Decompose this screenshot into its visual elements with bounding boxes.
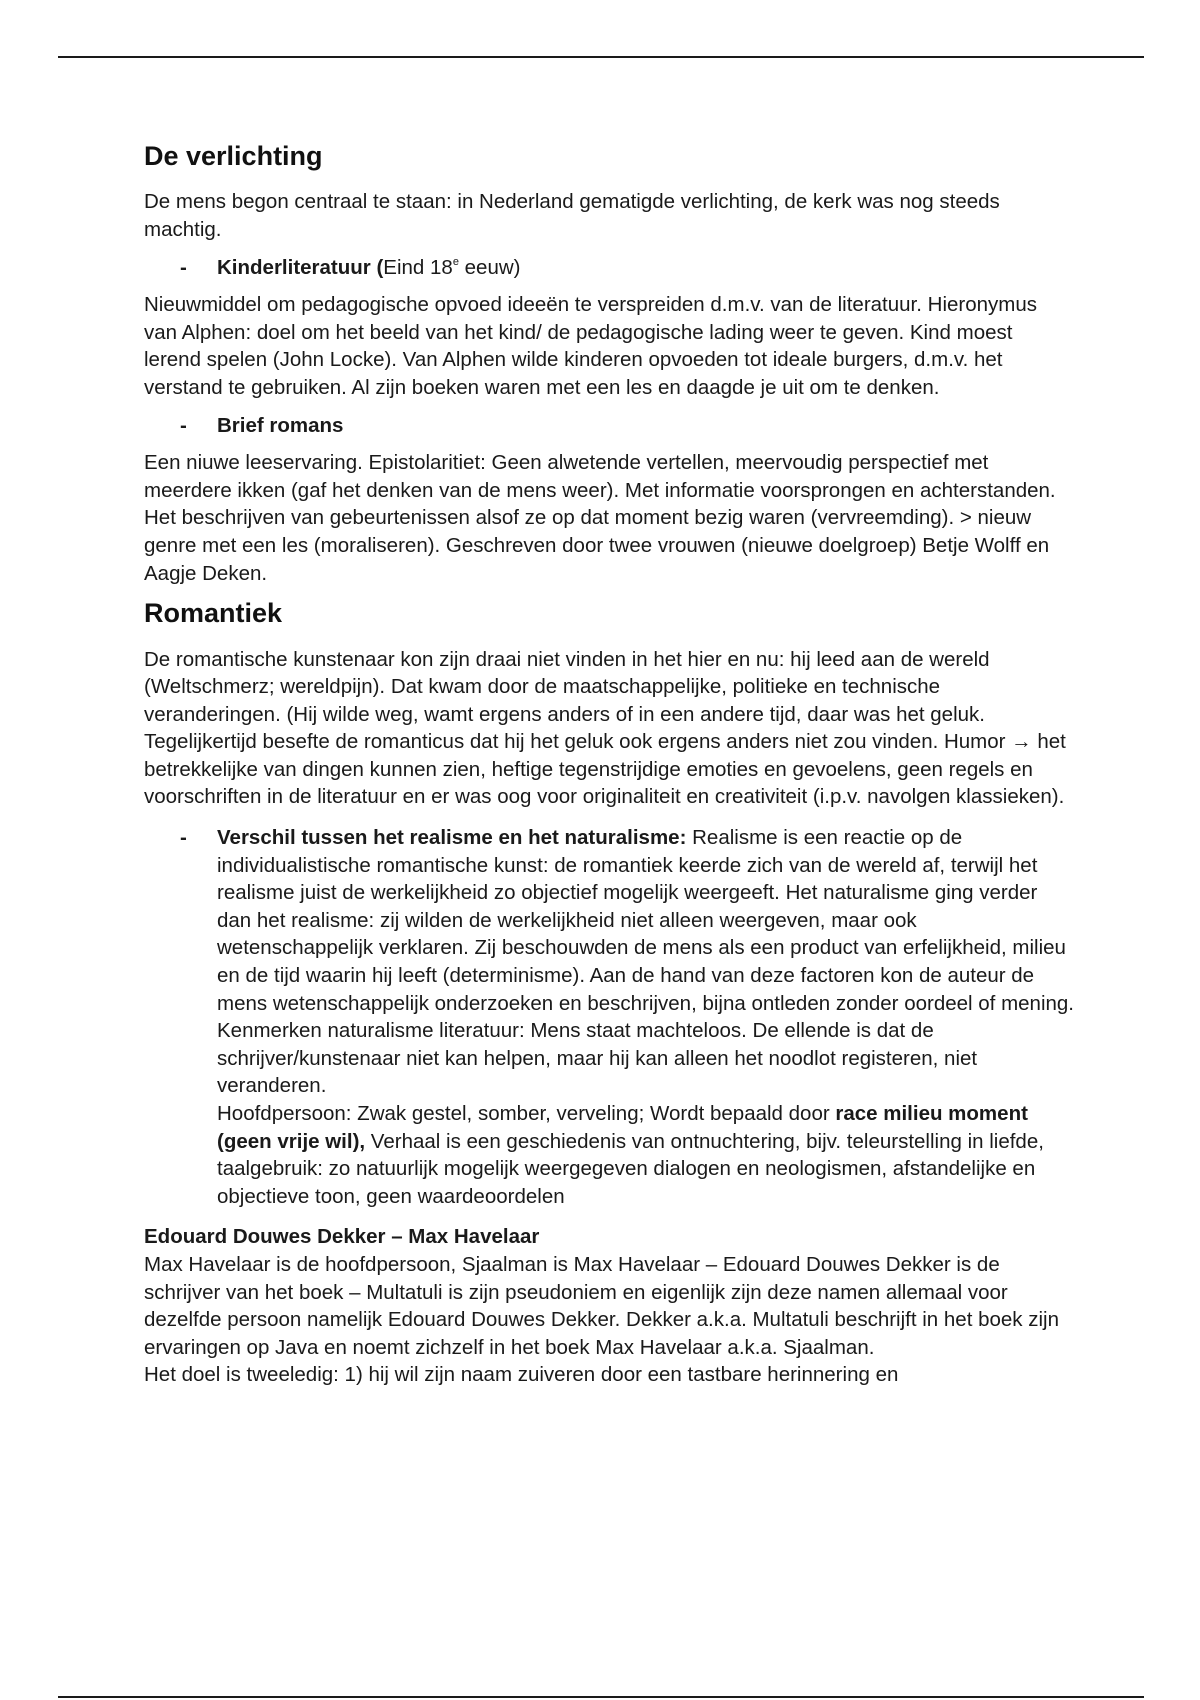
heading-romantiek: Romantiek [144,598,283,629]
bullet-sup: e [452,255,459,268]
romantiek-text-a: De romantische kunstenaar kon zijn draai niet vinden in het hier en nu: hij leed aan de wereld (Weltschmerz; wereldpijn). Dat kwam door de maatschappelijke, politieke en technische veranderingen. (Hij wilde weg, wamt ergens anders of in een andere tijd, daar was het geluk. Tegelijkertijd besefte de romanticus dat hij het geluk ook ergens anders niet zou vinden. Humor [144,647,1012,754]
bullet-label: Kinderliteratuur ( [217,255,384,279]
realisme-body: Realisme is een reactie op de individualistische romantische kunst: de romantiek keerde zich van de wereld af, terwijl het realisme juist de werkelijkheid zo objectief mogelijk weergeeft. Het naturalisme ging verder dan het realisme: zij wilden de werkelijkheid niet alleen weergeven, maar ook wetenschappelijk verklaren. Zij beschouwden de mens als een product van erfelijkheid, milieu en de tijd waarin hij leeft (determinisme). Aan de hand van deze factoren kon de auteur de mens wetenschappelijk onderzoeken en beschrijven, bijna ontleden zonder oordeel of mening. [217,826,1074,1015]
intro-paragraph: De mens begon centraal te staan: in Nederland gematigde verlichting, de kerk was nog steeds machtig. [144,190,1000,241]
hoofdpersoon-a: Hoofdpersoon: Zwak gestel, somber, verveling; Wordt bepaald door [217,1102,836,1125]
kinderliteratuur-paragraph: Nieuwmiddel om pedagogische opvoed ideeën te verspreiden d.m.v. van de literatuur. Hieronymus van Alphen: doel om het beeld van het kind/ de pedagogische lading weer te geven. Kind moest lerend spelen (John Locke). Van Alphen wilde kinderen opvoeden tot ideale burgers, d.m.v. het verstand te gebruiken. Al zijn boeken waren met een les en daagde je uit om te denken. [144,293,1038,399]
realisme-text-1 [217,824,1074,1017]
romantiek-paragraph [144,646,1074,812]
heading-de-verlichting: De verlichting [144,141,323,171]
hoofdpersoon-text [217,1100,1074,1210]
bullet-kinderliteratuur [144,254,1074,282]
bullet-dash: - [180,413,187,437]
bullet-realisme-naturalisme [144,824,1074,1210]
document-body [144,140,1074,1389]
bullet-brief-romans [144,412,1074,440]
bullet-date: Eind 18 [383,255,453,279]
romantiek-text-b: het betrekkelijke van dingen kunnen zien, heftige tegenstrijdige emoties en gevoelens, geen regels en voorschriften in de literatuur en er was oog voor originaliteit en creativiteit (i.p.v. navolgen klassieken). [144,730,1066,809]
hoofdpersoon-b: Verhaal is een geschiedenis van ontnuchtering, bijv. teleurstelling in liefde, taalgebruik: zo natuurlijk mogelijk weergegeven dialogen en neologismen, afstandelijke en objectieve toon, geen waardeoordelen [217,1129,1044,1208]
footer-rule [58,1696,1144,1698]
doel-paragraph: Het doel is tweeledig: 1) hij wil zijn naam zuiveren door een tastbare herinnering en [144,1363,899,1387]
hoofdpersoon-bold: race milieu moment (geen vrije wil), [217,1102,1028,1153]
header-rule [58,56,1144,58]
heading-max-havelaar: Edouard Douwes Dekker – Max Havelaar [144,1225,540,1249]
bullet-label: Verschil tussen het realisme en het naturalisme: [217,826,687,850]
brief-romans-paragraph: Een niuwe leeservaring. Epistolaritiet: Geen alwetende vertellen, meervoudig perspectief met meerdere ikken (gaf het denken van de mens weer). Met informatie voorsprongen en achterstanden. Het beschrijven van gebeurtenissen alsof ze op dat moment bezig waren (vervreemding). > nieuw genre met een les (moraliseren). Geschreven door twee vrouwen (nieuwe doelgroep) Betje Wolff en Aagje Deken. [144,451,1056,585]
bullet-date-end: eeuw) [458,255,521,279]
arrow-right-icon: → [1011,730,1032,754]
naturalisme-kenmerken: Kenmerken naturalisme literatuur: Mens staat machteloos. De ellende is dat de schrijver/kunstenaar niet kan helpen, maar hij kan alleen het noodlot registeren, niet veranderen. [217,1019,978,1098]
bullet-dash: - [180,826,187,850]
bullet-dash: - [180,255,187,279]
bullet-label: Brief romans [217,413,344,437]
max-havelaar-paragraph: Max Havelaar is de hoofdpersoon, Sjaalman is Max Havelaar – Edouard Douwes Dekker is de schrijver van het boek – Multatuli is zijn pseudoniem en eigenlijk zijn deze namen allemaal voor dezelfde persoon namelijk Edouard Douwes Dekker. Dekker a.k.a. Multatuli beschrijft in het boek zijn ervaringen op Java en noemt zichzelf in het boek Max Havelaar a.k.a. Sjaalman. [144,1252,1059,1359]
